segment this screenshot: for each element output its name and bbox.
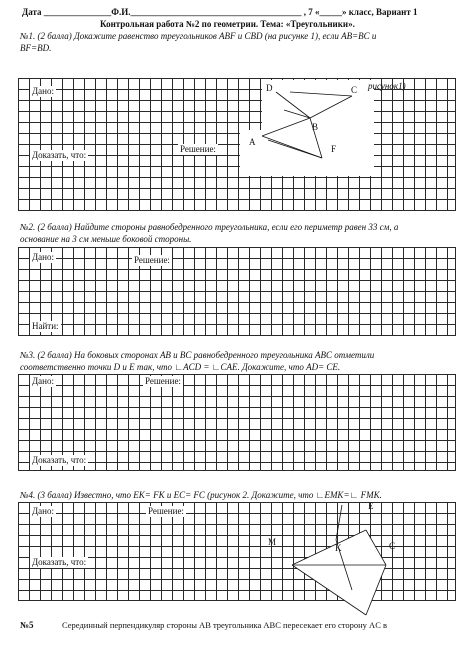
page-title: Контрольная работа №2 по геометрии. Тема: «Треугольники». (100, 19, 355, 29)
task2-text-line1: №2. (2 балла) Найдите стороны равнобедренного треугольника, если его периметр равен 33 см, а (20, 222, 399, 232)
figure1-point-f: F (331, 144, 337, 154)
task4-given-label: Дано: (32, 506, 54, 516)
task2-find-label: Найти: (32, 321, 59, 331)
task3-given-label: Дано: (32, 376, 54, 386)
figure1-point-a: A (249, 137, 256, 147)
figure1-point-b: B (312, 122, 319, 132)
task4-text-line1: №4. (3 балла) Известно, что EK= FK и EC= FC (рисунок 2. Докажите, что ∟EMK=∟ FMK. (20, 490, 382, 500)
task1-text-line2: BF=BD. (20, 43, 52, 53)
figure2-point-k: K (335, 543, 342, 553)
figure2-point-m: M (268, 537, 277, 547)
figure2-point-c: C (389, 541, 396, 551)
task1-prove-label: Доказать, что: (32, 150, 87, 160)
task2-solution-label: Решение: (134, 255, 170, 265)
task4-prove-label: Доказать, что: (32, 557, 87, 567)
task1-given-label: Дано: (32, 86, 54, 96)
task5-text: Серединный перпендикуляр стороны AB треугольника ABC пересекает его сторону AC в (62, 620, 388, 630)
figure1-point-c: C (351, 85, 358, 95)
task3-prove-label: Доказать, что: (32, 455, 87, 465)
task5-number: №5 (20, 620, 34, 630)
figure1-point-d: D (266, 83, 273, 93)
task3-solution-label: Решение: (145, 376, 181, 386)
task1-solution-label: Решение: (180, 144, 216, 154)
task4-solution-label: Решение: (148, 506, 184, 516)
figure1-caption: рисунок1) (368, 81, 406, 91)
task2-text-line2: основание на 3 см меньше боковой стороны. (20, 234, 192, 244)
task1-text-line1: №1. (2 балла) Докажите равенство треугольников ABF и CBD (на рисунке 1), если AB=BC и (20, 31, 377, 41)
figure2-point-e: E (368, 501, 374, 511)
figure2-segment-ek-upper (336, 505, 342, 540)
header-date-line: Дата _______________Ф.И.______________________________________ , 7 «_____» класс, Вариант 1 (22, 7, 418, 17)
task2-given-label: Дано: (32, 252, 54, 262)
task3-text-line1: №3. (2 балла) На боковых сторонах AB и BC равнобедренного треугольника ABC отметили (20, 350, 375, 360)
task3-text-line2: соответственно точки D и E так, что ∟ACD = ∟CAE. Докажите, что AD= CE. (20, 362, 341, 372)
